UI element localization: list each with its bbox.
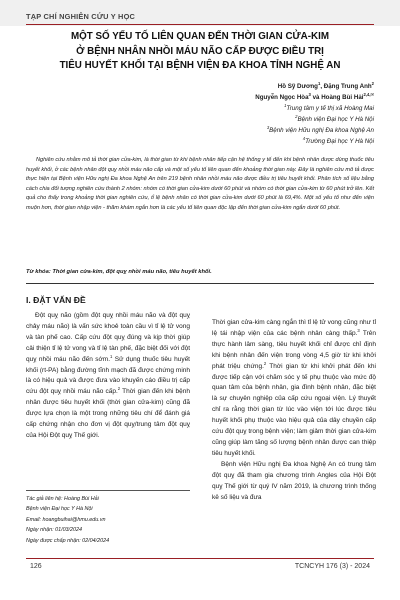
author-line-2 — [84, 92, 374, 103]
paragraph — [212, 318, 376, 460]
header-rule — [26, 24, 374, 25]
affiliation-num: 2 — [295, 113, 298, 119]
paragraph-text: Thời gian đến khi bệnh nhân được tiêu huyết khối (thời gian cửa-kim) cũng đã được lựa chọn là một trong những tiêu chí để đánh giá cấp chứng nhận cho đơn vị đột quỵ/trung tâm đột quỵ của Hội Đột quỵ Thế giới. — [26, 388, 190, 439]
author-and: và — [310, 94, 322, 101]
journal-issue: TCNCYH 176 (3) - 2024 — [294, 563, 370, 570]
journal-name: TẠP CHÍ NGHIÊN CỨU Y HỌC — [26, 12, 136, 21]
citation-ref: 3 — [357, 327, 360, 333]
author-sup: 3 — [308, 91, 311, 97]
affiliation — [84, 136, 374, 147]
section-heading: I. ĐẶT VẤN ĐỀ — [26, 295, 86, 305]
affiliation-num: 1 — [284, 102, 287, 108]
affiliation-num: 3 — [266, 124, 270, 130]
page-number: 126 — [30, 563, 42, 570]
article-title — [26, 30, 374, 74]
author-sup: 1 — [317, 80, 321, 86]
author-name: Đặng Trung Anh — [323, 83, 372, 90]
paragraph: Bệnh viện Hữu nghị Đa khoa Nghệ An có trung tâm đột quỵ đã tham gia chương trình Angles của Hội Đột quỵ Thế giới từ quý IV năm 2019, là chương trình thống kê số liệu và đưa — [212, 460, 376, 501]
author-separator: , — [320, 83, 324, 90]
affiliation — [84, 125, 374, 136]
author-sup: 2 — [371, 80, 374, 86]
citation-ref: 2 — [263, 360, 267, 366]
footnote-accepted: Ngày được chấp nhận: 02/04/2024 — [26, 537, 110, 544]
citation-ref: 1 — [110, 353, 113, 359]
footer-rule — [26, 558, 374, 559]
paragraph-text: Thời gian từ khi khởi phát đến khi được tiếp cận với chăm sóc y tế phụ thuộc vào mức độ quan tâm của bệnh nhân, gia đình bệnh nhân, đặc biệt là sự chuyên nghiệp của cấp cứu ngoại viện. Lý thuyết chỉ ra rằng thời gian từ lúc vào viện tới lúc được tiêu huyết khối phụ thuộc vào hiệu quả của dây chuyền cấp cứu đột quỵ trong bệnh viện; làm giảm thời gian cửa-kim cũng giúp làm tăng số lượng bệnh nhân được can thiệp tiêu huyết khối. — [212, 362, 376, 457]
section-divider — [26, 283, 374, 284]
author-line-1 — [84, 81, 374, 92]
keywords: Từ khóa: Thời gian cửa-kim, đột quỵ nhồi máu não, tiêu huyết khối. — [26, 269, 212, 275]
author-name: Nguyễn Ngọc Hòa — [255, 94, 309, 101]
body-column-right — [212, 318, 376, 503]
title-line-1: MỘT SỐ YẾU TỐ LIÊN QUAN ĐẾN THỜI GIAN CỬA-KIM — [71, 31, 329, 42]
author-sup: 2,4,✉ — [363, 91, 374, 97]
affiliation-text: Trường Đại học Y Hà Nội — [305, 138, 374, 145]
paragraph-text: Sử dụng thuốc tiêu huyết khối (rt-PA) bằng đường tĩnh mạch đã được chứng minh là có hiệu quả và được đưa vào khuyến cáo điều trị cấp cứu đột quỵ nhồi máu não cấp. — [26, 355, 190, 396]
affiliation-text: Bệnh viện Đại học Y Hà Nội — [297, 116, 374, 123]
affiliation — [84, 114, 374, 125]
footnote-affiliation: Bệnh viện Đại học Y Hà Nội — [26, 506, 93, 513]
body-column-left — [26, 294, 190, 442]
author-name: Hồ Sỹ Dương — [277, 83, 318, 90]
affiliation-num: 4 — [302, 135, 306, 141]
author-name: Hoàng Bùi Hải — [321, 94, 364, 101]
author-block — [84, 81, 374, 147]
paragraph-text: Trên thực hành lâm sàng, tiêu huyết khối chỉ được chỉ định khi bệnh nhân đến viện trong vòng 4,5 giờ từ khi khởi phát triệu chứng. — [212, 329, 376, 370]
title-line-2: Ở BỆNH NHÂN NHỒI MÁU NÃO CẤP ĐƯỢC ĐIỀU TRỊ — [76, 45, 324, 57]
paragraph-text: Thời gian cửa-kim càng ngắn thì tỉ lệ tử vong cũng như tỉ lệ tái nhập viện của các bệnh nhân càng thấp. — [212, 319, 377, 337]
footnote-author: Tác giả liên hệ: Hoàng Bùi Hải — [26, 496, 99, 502]
abstract: Nghiên cứu nhằm mô tả thời gian cửa-kim, là thời gian từ khi bệnh nhân tiếp cận hệ thống y tế đến khi bệnh nhân được dùng thuốc tiêu huyết khối, ở các bệnh nhân đột quỵ nhồi máu não cấp và một số yếu tố liên quan đến khoảng thời gian này. Đây là nghiên cứu mô tả được thực hiện tại Bệnh viện Hữu nghị Đa khoa Nghệ An trên 219 bệnh nhân nhồi máu não được điều trị tiêu huyết khối. Phân tích số liệu bằng cách chia đối tượng nghiên cứu thành 2 nhóm: nhóm có thời gian cửa-kim dưới 60 phút và nhóm có thời gian cửa-kim từ 60 phút trở lên. Kết quả cho thấy trong khoảng thời gian nghiên cứu, tỉ lệ bệnh nhân có thời gian cửa-kim dưới 60 phút là 69,4%. Một số yếu tố như đến viện muộn hơn, thời gian nhập viện - thăm khám ngắn hơn là các yếu tố liên quan độc lập đến thời gian cửa-kim ngắn dưới 60 phút. — [26, 157, 374, 211]
affiliation — [84, 103, 374, 114]
correspondence-footnote — [26, 490, 190, 546]
affiliation-text: Bệnh viện Hữu nghị Đa khoa Nghệ An — [269, 127, 374, 134]
title-line-3: TIÊU HUYẾT KHỐI TẠI BỆNH VIỆN ĐA KHOA TỈNH NGHỆ AN — [59, 60, 341, 71]
paragraph — [26, 311, 190, 442]
footnote-received: Ngày nhận: 01/03/2024 — [26, 527, 83, 534]
paragraph-text: Đột quỵ não (gồm đột quỵ nhồi máu não và đột quỵ chảy máu não) là vấn sức khoẻ toàn cầu vì tỉ lệ tử vong và tàn phế cao. Cấp cứu đột quỵ đúng và kịp thời giúp cải thiện tỉ lệ tử vong và tỉ lệ tàn phế, đặc biệt đối với đột quỵ nhồi máu não đến sớm. — [26, 312, 190, 363]
citation-ref: 2 — [117, 386, 121, 392]
affiliation-text: Trung tâm y tế thị xã Hoàng Mai — [286, 105, 374, 112]
footnote-email: Email: hoangbuihai@hmu.edu.vn — [26, 516, 106, 523]
